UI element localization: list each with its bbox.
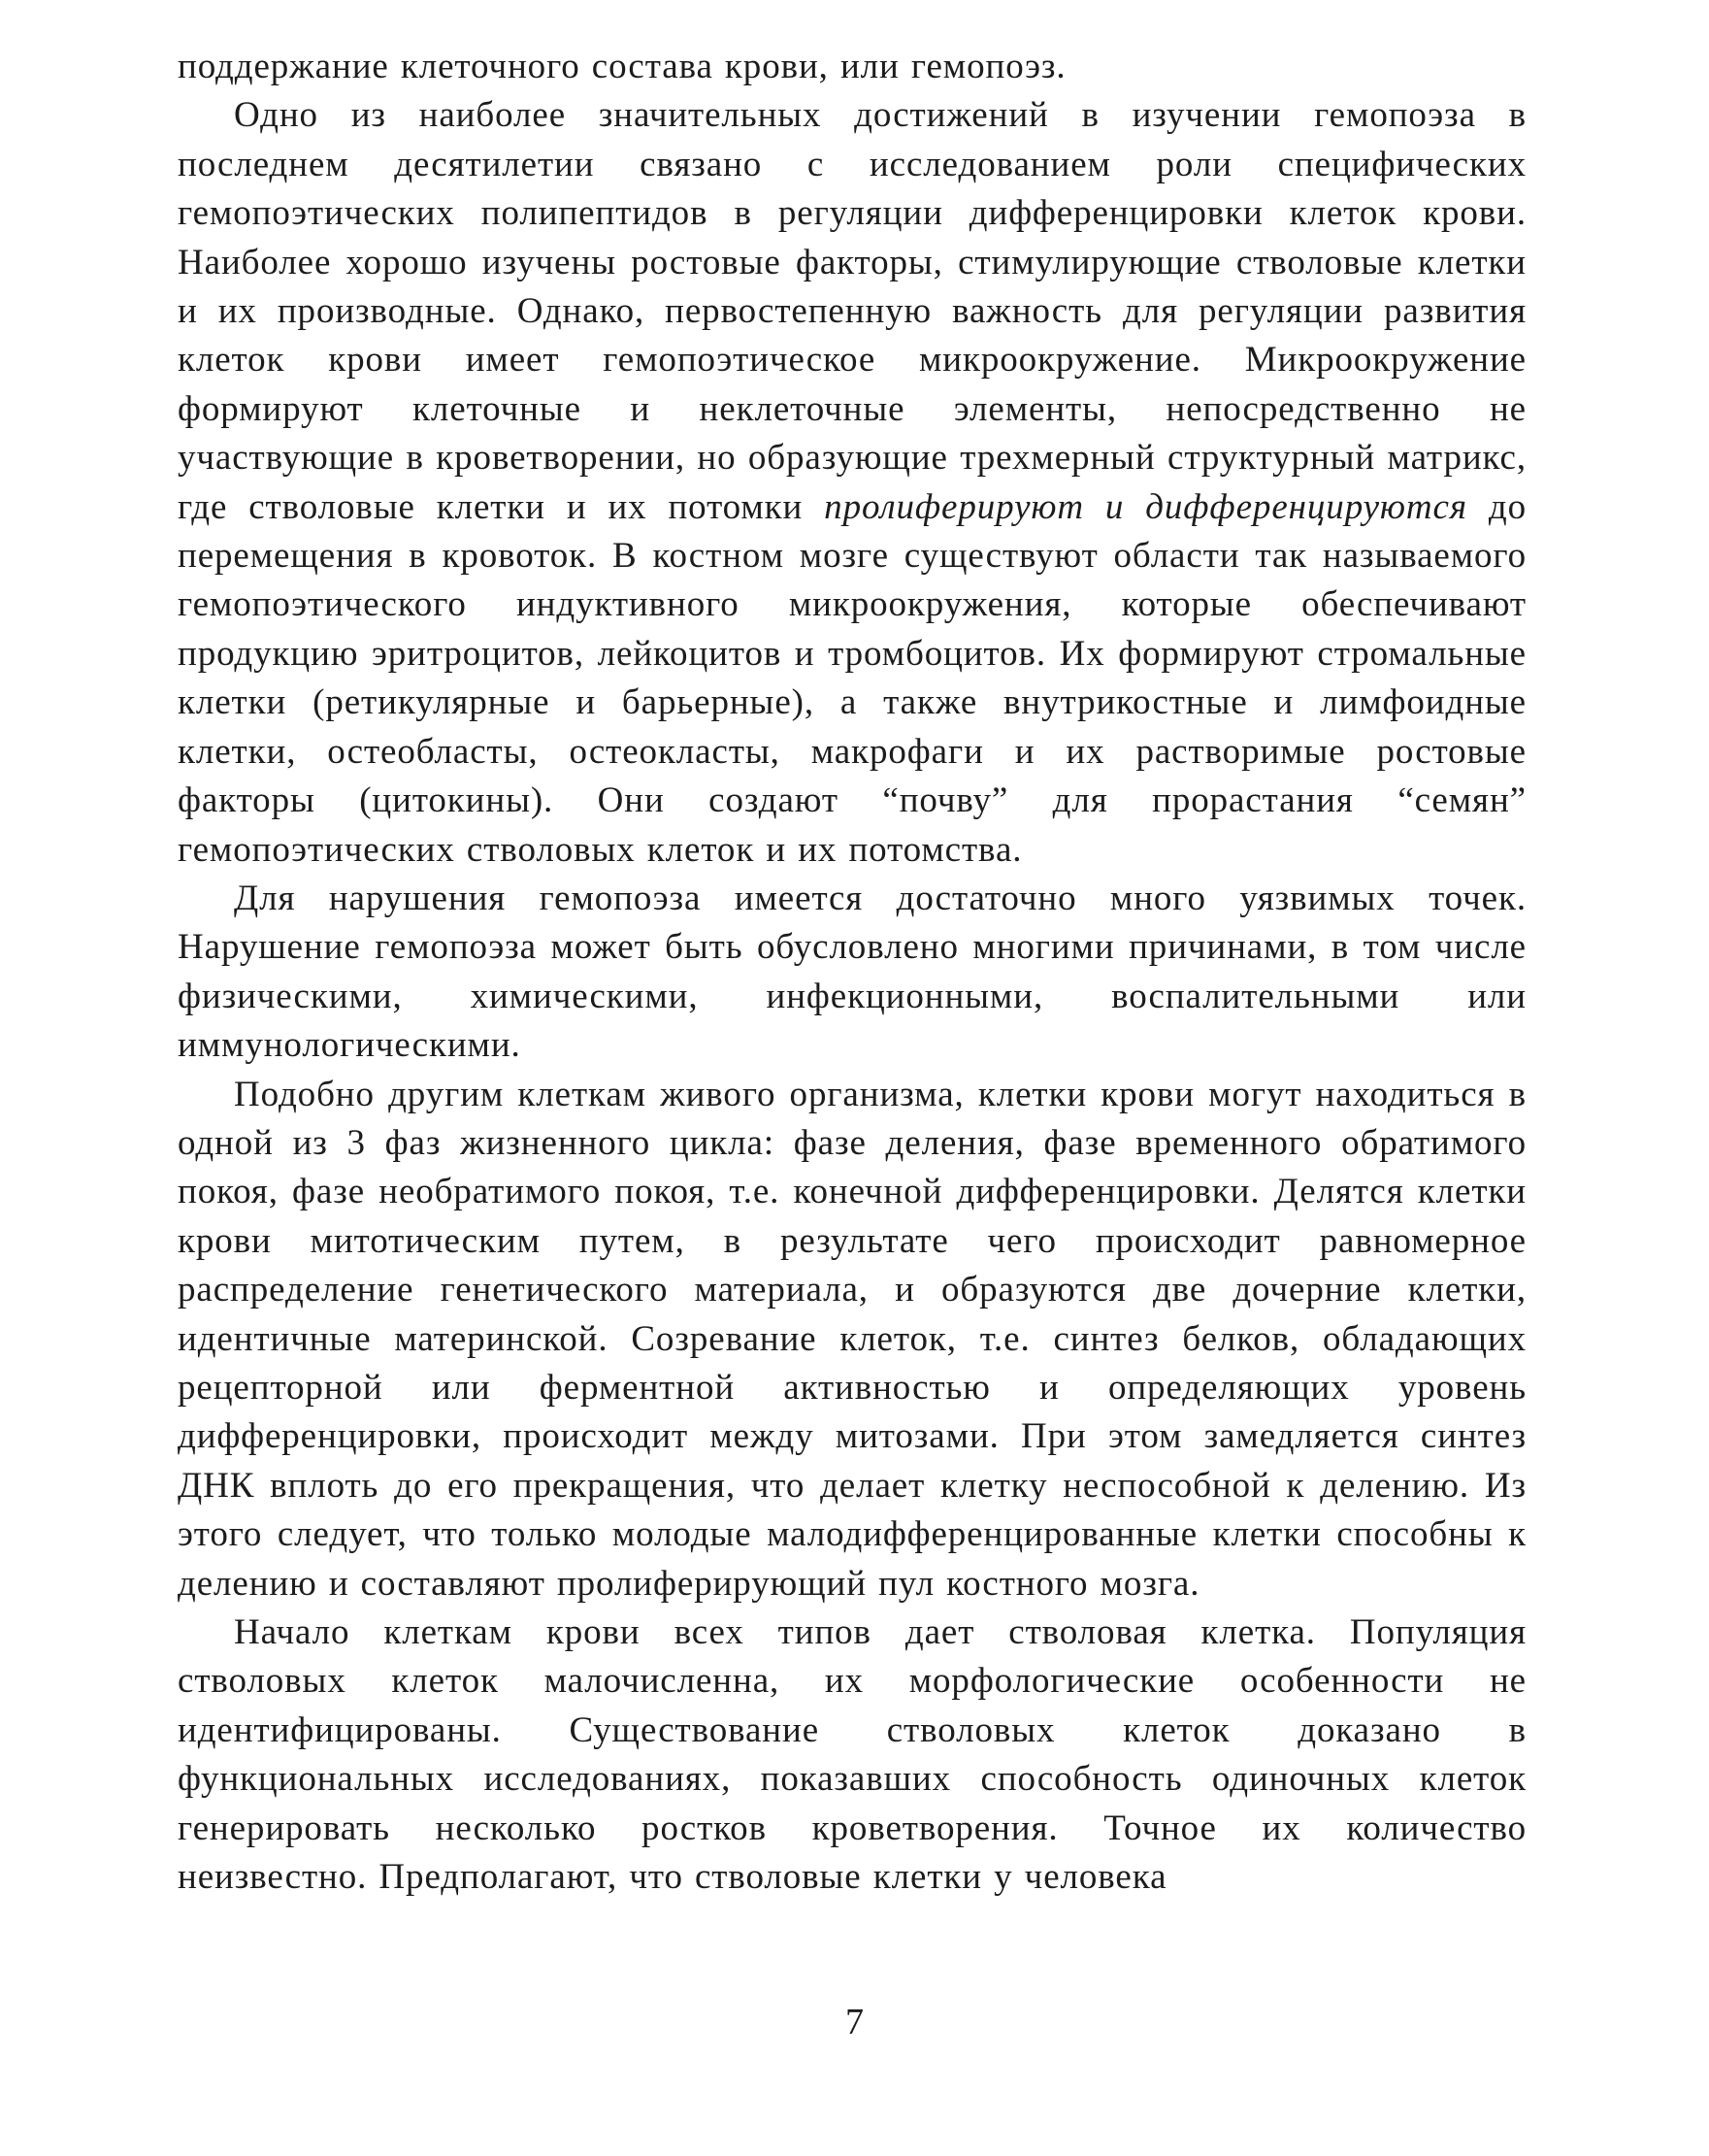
page-body: [178, 43, 1527, 1902]
paragraph-3-text: Для нарушения гемопоэза имеется достаточно много уязвимых точек. Нарушение гемопоэза может быть обусловлено многими причинами, в том числе физическими, химическими, инфекционными, воспалительными или иммунологическими.: [178, 878, 1527, 1066]
paragraph-4-text: Подобно другим клеткам живого организма, клетки крови могут находиться в одной из 3 фаз жизненного цикла: фазе деления, фазе временного обратимого покоя, фазе необратимого покоя, т.е. конечной дифференцировки. Делятся клетки крови митотическим путем, в результате чего происходит равномерное распределение генетического материала, и образуются две дочерние клетки, идентичные материнской. Созревание клеток, т.е. синтез белков, обладающих рецепторной или ферментной активностью и определяющих уровень дифференцировки, происходит между митозами. При этом замедляется синтез ДНК вплоть до его прекращения, что делает клетку неспособной к делению. Из этого следует, что только молодые малодифференцированные клетки способны к делению и составляют пролиферирующий пул костного мозга.: [178, 1074, 1527, 1604]
paragraph-1-text: поддержание клеточного состава крови, или гемопоэз.: [178, 47, 1067, 86]
paragraph-2-text-a: Одно из наиболее значительных достижений в изучении гемопоэза в последнем десятилетии связано с исследованием роли специфических гемопоэтических полипептидов в регуляции дифференцировки клеток крови. Наиболее хорошо изучены ростовые факторы, стимулирующие стволовые клетки и их производные. Однако, первостепенную важность для регуляции развития клеток крови имеет гемопоэтическое микроокружение. Микроокружение формируют клеточные и неклеточные элементы, непосредственно не участвующие в кроветворении, но образующие трехмерный структурный матрикс, где стволовые клетки и их потомки: [178, 95, 1527, 527]
paragraph-5: [178, 1609, 1527, 1902]
paragraph-4: [178, 1071, 1527, 1609]
paragraph-3: [178, 875, 1527, 1071]
paragraph-5-text: Начало клеткам крови всех типов дает стволовая клетка. Популяция стволовых клеток малочисленна, их морфологические особенности не идентифицированы. Существование стволовых клеток доказано в функциональных исследованиях, показавших способность одиночных клеток генерировать несколько ростков кроветворения. Точное их количество неизвестно. Предполагают, что стволовые клетки у человека: [178, 1612, 1527, 1898]
page-number: 7: [845, 2002, 864, 2042]
paragraph-2-text-b: до перемещения в кровоток. В костном мозге существуют области так называемого гемопоэтического индуктивного микроокружения, которые обеспечивают продукцию эритроцитов, лейкоцитов и тромбоцитов. Их формируют стромальные клетки (ретикулярные и барьерные), а также внутрикостные и лимфоидные клетки, остеобласты, остеокласты, макрофаги и их растворимые ростовые факторы (цитокины). Они создают “почву” для прорастания “семян” гемопоэтических стволовых клеток и их потомства.: [178, 486, 1528, 870]
paragraph-1: [178, 43, 1527, 91]
paragraph-2-italic-term: пролиферируют и дифференцируются: [824, 486, 1467, 527]
paragraph-2: [178, 91, 1527, 875]
